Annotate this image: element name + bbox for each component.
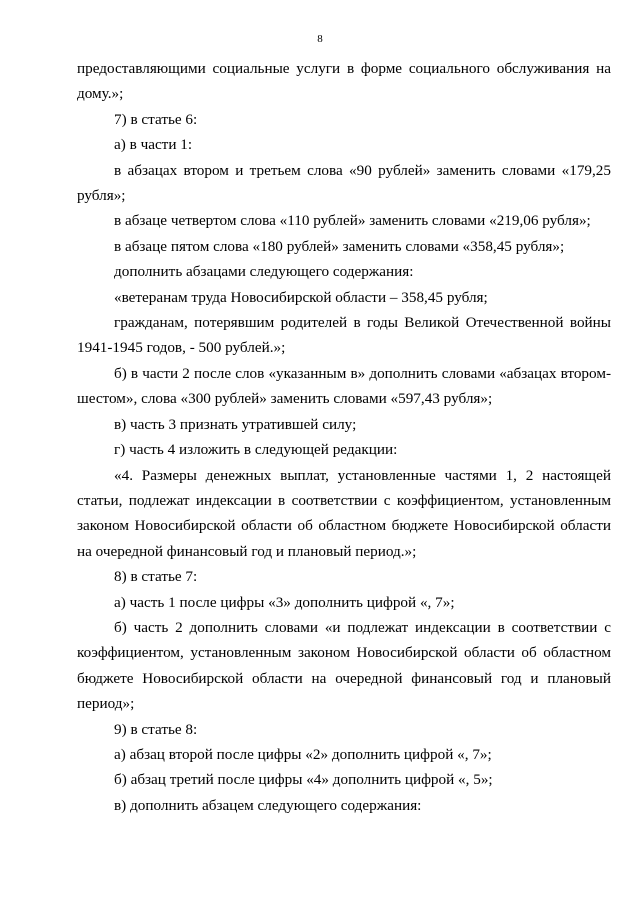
paragraph-item-8: 8) в статье 7: — [114, 568, 198, 586]
page-number: 8 — [317, 33, 323, 45]
paragraph-item-7v: в) часть 3 признать утратившей силу; — [114, 415, 357, 433]
paragraph-quote: «ветеранам труда Новосибирской области – 358,45 рубля; — [114, 288, 488, 306]
paragraph-item-9v: в) дополнить абзацем следующего содержания: — [114, 796, 422, 814]
paragraph-amendment: в абзаце пятом слова «180 рублей» заменить словами «358,45 рубля»; — [114, 237, 565, 255]
paragraph-amendment: дополнить абзацами следующего содержания: — [114, 263, 414, 281]
paragraph-item-8b: б) часть 2 дополнить словами «и подлежат индексации в соответствии с коэффициентом, установленным законом Новосибирской области об областном бюджете Новосибирской области на очередной финансовый год и плановый период»; — [77, 618, 611, 713]
paragraph-quote: «4. Размеры денежных выплат, установленные частями 1, 2 настоящей статьи, подлежат индексации в соответствии с коэффициентом, установленным законом Новосибирской области об областном бюджете Новосибирской области на очередной финансовый год и плановый период.»; — [77, 466, 611, 560]
paragraph-item-8a: а) часть 1 после цифры «3» дополнить цифрой «, 7»; — [114, 593, 455, 611]
paragraph-amendment: в абзаце четвертом слова «110 рублей» заменить словами «219,06 рубля»; — [114, 212, 591, 230]
paragraph-continuation: предоставляющими социальные услуги в форме социального обслуживания на дому.»; — [77, 60, 611, 103]
paragraph-quote: гражданам, потерявшим родителей в годы Великой Отечественной войны 1941-1945 годов, - 500 рублей.»; — [77, 314, 611, 357]
document-body — [77, 56, 611, 818]
paragraph-item-9: 9) в статье 8: — [114, 720, 198, 738]
paragraph-item-7: 7) в статье 6: — [114, 110, 198, 128]
paragraph-item-9b: б) абзац третий после цифры «4» дополнить цифрой «, 5»; — [114, 771, 493, 789]
paragraph-item-9a: а) абзац второй после цифры «2» дополнить цифрой «, 7»; — [114, 745, 492, 763]
paragraph-item-7a: а) в части 1: — [114, 136, 193, 154]
paragraph-item-7b: б) в части 2 после слов «указанным в» дополнить словами «абзацах втором-шестом», слова «300 рублей» заменить словами «597,43 рубля»; — [77, 364, 611, 408]
paragraph-amendment: в абзацах втором и третьем слова «90 рублей» заменить словами «179,25 рубля»; — [77, 161, 611, 205]
paragraph-item-7g: г) часть 4 изложить в следующей редакции: — [114, 441, 398, 459]
